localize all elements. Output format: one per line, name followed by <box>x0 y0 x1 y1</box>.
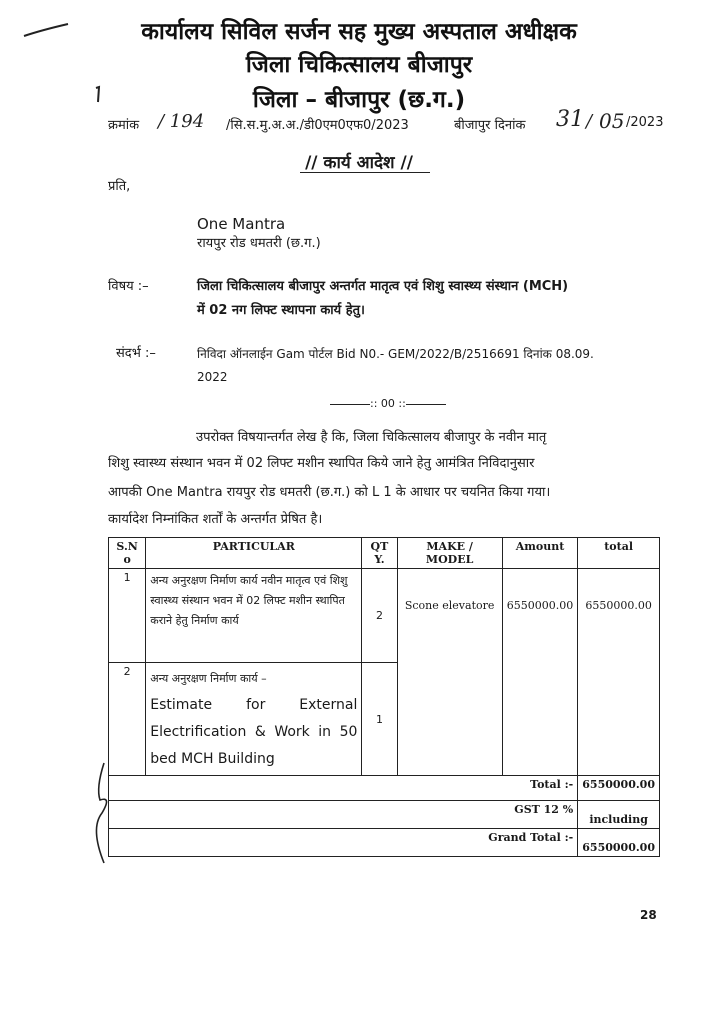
header-sno: S.N o <box>109 538 146 569</box>
body-line-3: आपकी One Mantra रायपुर रोड धमतरी (छ.ग.) को L 1 के आधार पर चयनित किया गया। <box>108 485 551 500</box>
page-number: 28 <box>640 908 657 922</box>
kramank-label: क्रमांक <box>108 118 140 133</box>
make-model-cell: Scone elevatore <box>397 569 502 776</box>
gst-value: including <box>578 801 660 829</box>
grand-total-label: Grand Total :- <box>109 829 578 857</box>
row-particular-rest: Estimate for External Electrification & Work in 50 bed MCH Building <box>150 697 358 767</box>
header-particular: PARTICULAR <box>146 538 362 569</box>
recipient-address: रायपुर रोड धमतरी (छ.ग.) <box>197 236 321 251</box>
row-particular <box>146 663 362 776</box>
row-sno: 2 <box>109 663 146 776</box>
hospital-name: जिला चिकित्सालय बीजापुर <box>245 52 473 78</box>
work-order-table <box>108 537 660 857</box>
row-sno: 1 <box>109 569 146 663</box>
row-particular-prefix: अन्य अनुरक्षण निर्माण कार्य – <box>150 672 267 685</box>
date-day: 31 <box>556 107 584 132</box>
office-code: /सि.स.मु.अ.अ./डी0एम0एफ0/2023 <box>226 118 409 133</box>
row-particular: अन्य अनुरक्षण निर्माण कार्य नवीन मातृत्व एवं शिशु स्वास्थ्य संस्थान भवन में 02 लिफ्ट मशीन स्थापित कराने हेतु निर्माण कार्य <box>146 569 362 663</box>
title-underline <box>300 172 430 173</box>
summary-row-grand-total <box>109 829 660 857</box>
table-row <box>109 569 660 663</box>
table-header-row <box>109 538 660 569</box>
body-line-2: शिशु स्वास्थ्य संस्थान भवन में 02 लिफ्ट मशीन स्थापित किये जाने हेतु आमंत्रित निविदानुसार <box>108 456 535 471</box>
date-separator: / <box>586 111 593 132</box>
total-value: 6550000.00 <box>578 776 660 801</box>
amount-cell: 6550000.00 <box>502 569 577 776</box>
order-number: / 194 <box>158 111 205 132</box>
gst-label: GST 12 % <box>109 801 578 829</box>
row-qty: 2 <box>362 569 397 663</box>
subject-line-2: में 02 नग लिफ्ट स्थापना कार्य हेतु। <box>197 303 365 318</box>
office-title: कार्यालय सिविल सर्जन सह मुख्य अस्पताल अधीक्षक <box>141 19 577 45</box>
grand-total-value: 6550000.00 <box>578 829 660 857</box>
date-label: बीजापुर दिनांक <box>454 118 526 133</box>
header-total: total <box>578 538 660 569</box>
subject-line-1: जिला चिकित्सालय बीजापुर अन्तर्गत मातृत्व एवं शिशु स्वास्थ्य संस्थान (MCH) <box>197 279 569 294</box>
reference-label: संदर्भ :– <box>116 346 156 361</box>
row-qty: 1 <box>362 663 397 776</box>
header-make: MAKE / MODEL <box>397 538 502 569</box>
total-label: Total :- <box>109 776 578 801</box>
prati-label: प्रति, <box>108 179 131 194</box>
date-month: 05 <box>599 109 625 133</box>
header-amount: Amount <box>502 538 577 569</box>
district-name: जिला – बीजापुर (छ.ग.) <box>252 87 466 113</box>
body-line-1: उपरोक्त विषयान्तर्गत लेख है कि, जिला चिकित्सालय बीजापुर के नवीन मातृ <box>196 430 547 445</box>
recipient-name: One Mantra <box>197 215 286 233</box>
header-qty: QT Y. <box>362 538 397 569</box>
summary-row-total <box>109 776 660 801</box>
pen-stroke-mark <box>22 20 72 40</box>
pen-tick-mark <box>92 84 106 106</box>
body-line-4: कार्यादेश निम्नांकित शर्तों के अन्तर्गत प्रेषित है। <box>108 512 323 527</box>
reference-line-2: 2022 <box>197 370 228 384</box>
subject-label: विषय :– <box>108 279 149 294</box>
summary-row-gst <box>109 801 660 829</box>
reference-line-1: निविदा ऑनलाईन Gam पोर्टल Bid N0.- GEM/2022/B/2516691 दिनांक 08.09. <box>197 347 594 361</box>
date-year: /2023 <box>626 115 664 130</box>
separator: :: 00 :: <box>330 397 446 410</box>
total-cell: 6550000.00 <box>578 569 660 776</box>
margin-scribble <box>82 758 122 868</box>
work-order-title: // कार्य आदेश // <box>305 153 413 173</box>
